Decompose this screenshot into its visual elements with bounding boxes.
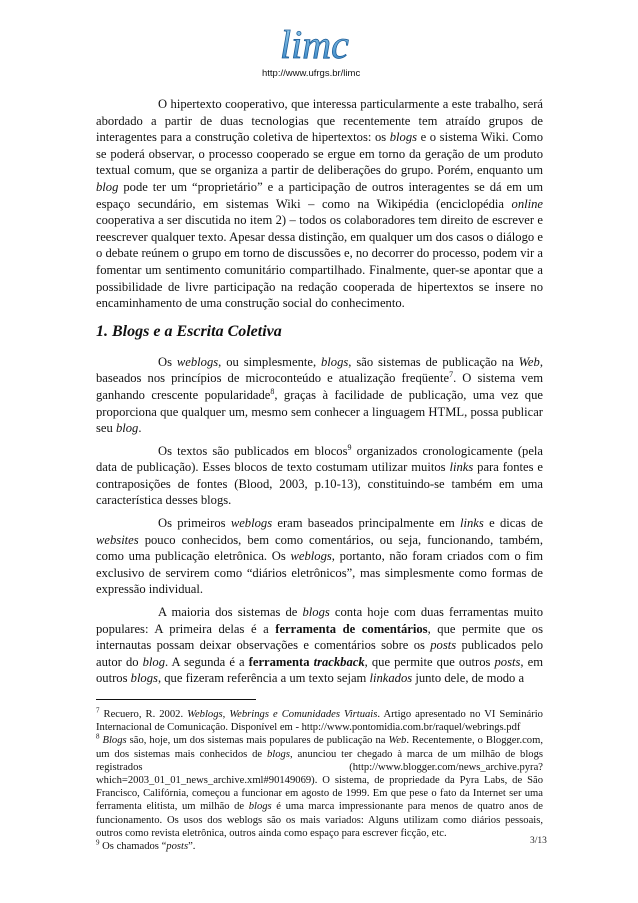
page-header	[0, 22, 638, 84]
footnote-ref-7[interactable]: 7	[449, 370, 454, 380]
limc-logo	[276, 22, 368, 68]
paragraph-3: Os primeiros weblogs eram baseados principalmente em links e dicas de websites pouco conhecidos, bem como comentários, ou seja, funcionando, também, como uma publicação eletrônica. Os weblogs, portanto, não foram criados com o fim exclusivo de servirem como “diários eletrônicos”, mas simplesmente como formas de expressão individual.	[96, 516, 543, 597]
page-number: 3/13	[530, 836, 547, 846]
footnote-ref-8[interactable]: 8	[270, 386, 275, 396]
footnote-ref-9[interactable]: 9	[347, 442, 352, 452]
paragraph-2: Os textos são publicados em blocos$^9$ organizados cronologicamente (pela data de publicação). Esses blocos de texto costumam utilizar muitos links para fontes e contraposições de fontes (Blood, 2003, p.10-13), constituindo-se também em uma característica desses blogs.	[96, 442, 544, 508]
document-body	[96, 96, 543, 853]
header-url[interactable]: http://www.ufrgs.br/limc	[262, 68, 361, 79]
section-title: 1. Blogs e a Escrita Coletiva	[96, 322, 282, 340]
footnote-9: $^9$ Os chamados “posts”.	[96, 838, 196, 853]
footnote-8: $^8$ Blogs são, hoje, um dos sistemas mais populares de publicação na Web. Recentemente, o Blogger.com, um dos sistemas mais conhecidos de blogs, anunciou ter chegado à marca de um milhão de blogs registrados (http://www.blogger.com/news_archive.pyra?which=2003_01_01_news_archive.xml#90149069). O sistema, de propriedade da Pyra Labs, de São Francisco, Califórnia, começou a funcionar em agosto de 1999. Em que pese o fato da Internet ser uma ferramenta elitista, um milhão de blogs é uma marca impressionante para menos de quatro anos de funcionamento. Os usos dos weblogs são os mais variados: Alguns utilizam como diários pessoais, outros como revista eletrônica, outros ainda como espaço para escrever ficção, etc.	[96, 732, 543, 839]
footnote-7: $^7$ Recuero, R. 2002. Weblogs, Webrings e Comunidades Virtuais. Artigo apresentado no VI Seminário Internacional de Comunicação. Disponível em - http://www.pontomidia.com.br/raquel/webrings.pdf	[96, 706, 543, 734]
intro-paragraph: O hipertexto cooperativo, que interessa particularmente a este trabalho, será abordado a partir de duas tecnologias que recentemente tem atraído grupos de interagentes para a construção coletiva de hipertextos: os blogs e o sistema Wiki. Como se poderá observar, o processo cooperado se ergue em torno da geração de um produto textual comum, que se organiza a partir de deliberações do grupo. Porém, enquanto um blog pode ter um “proprietário” e a participação de outros interagentes se dá em um espaço secundário, em sistemas Wiki – como na Wikipédia (enciclopédia online cooperativa a ser discutida no item 2) – todos os colaboradores tem direito de escrever e reescrever qualquer texto. Apesar dessa distinção, em qualquer um dos casos o diálogo e o debate reúnem o grupo em torno de discussões e, no decorrer do processo, podem vir a fomentar um sentimento comunitário compartilhado. Finalmente, quer-se apontar que a possibilidade de livre participação na redação cooperada de hipertextos se insere no encaminhamento de uma construção social do conhecimento.	[96, 97, 543, 311]
paragraph-4: A maioria dos sistemas de blogs conta hoje com duas ferramentas muito populares: A primeira delas é a ferramenta de comentários, que permite que os internautas possam deixar observações e comentários sobre os posts publicados pelo autor do blog. A segunda é a ferramenta trackback, que permite que outros posts, em outros blogs, que fizeram referência a um texto sejam linkados junto dele, de modo a	[96, 605, 544, 686]
logo-text: limc	[280, 22, 349, 67]
paragraph-1: Os weblogs, ou simplesmente, blogs, são sistemas de publicação na Web, baseados nos princípios de microconteúdo e atualização freqüente$^7$. O sistema vem ganhando crescente popularidade$^8$, graças à facilidade de publicação, uma vez que proporciona que qualquer um, mesmo sem conhecer a linguagem HTML, possa publicar seu blog.	[96, 354, 543, 436]
footnote-divider	[96, 699, 256, 700]
